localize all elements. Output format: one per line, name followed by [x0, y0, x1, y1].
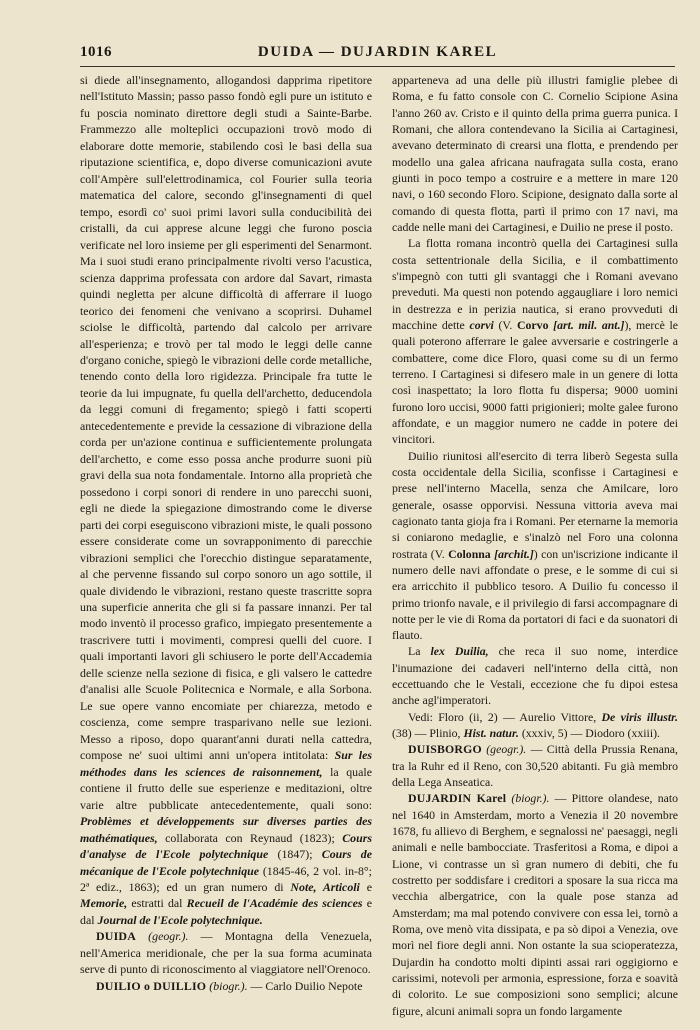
- cross-reference: Colonna: [448, 546, 491, 561]
- entry-duida: [80, 928, 372, 977]
- work-title: Journal de l'Ecole polytechnique.: [97, 912, 263, 927]
- cross-reference-category: [art. mil. ant.]: [553, 317, 625, 332]
- body-text: e dal: [80, 896, 372, 927]
- work-title: Recueil de l'Académie des sciences: [186, 896, 363, 911]
- body-text: che reca il suo nome, interdice l'inumazione dei cadaveri nell'interno della città, non eccettuando che le Vestali, eccezione che fu dipoi estesa anche agl'imperatori.: [392, 644, 678, 708]
- lex-duilia-paragraph: [392, 643, 678, 708]
- naval-battle-paragraph: [392, 235, 678, 447]
- work-title: Hist. natur.: [463, 726, 519, 741]
- entry-duisborgo: [392, 741, 678, 790]
- work-title: Cours de mécanique de l'Ecole polytechnique: [80, 847, 372, 878]
- entry-headword: DUJARDIN Karel: [408, 791, 507, 806]
- body-text: e: [366, 879, 372, 894]
- work-title: Note, Articoli: [290, 879, 360, 894]
- entry-duilio: [80, 978, 372, 994]
- segesta-paragraph: [392, 448, 678, 644]
- body-text: estratti dal: [131, 896, 183, 911]
- body-text: ), mercè le quali poterono afferrare le galee avversarie e costringerle a combattere, come dice Floro, quasi come su di un fermo terreno. I Cartaginesi si difesero male in un genere di lotta così inaspettato; la loro flotta fu dispersa; 9000 uomini furono loro uccisi, 9000 fatti prigionieri; molte galee furono affondate, e un maggior numero ne cadde in potere dei vincitori.: [392, 317, 679, 447]
- body-text: Duilio riunitosi all'esercito di terra liberò Segesta sulla costa occidentale della Sicilia, sconfisse i Cartaginesi e prese nell'interno Macella, senza che Amilcare, loro generale, osasse opporvisi. Nessuna vittoria aveva mai cagionato tanta gioja fra i Romani. Per eternarne la memoria si coniarono medaglie, e s'inalzò nel Foro una colonna rostrata (V.: [392, 448, 678, 561]
- entry-headword: DUISBORGO: [408, 742, 482, 757]
- entry-dujardin: [392, 790, 678, 1019]
- cross-reference: Corvo: [517, 317, 549, 332]
- work-title: Memorie,: [80, 896, 128, 911]
- work-title: Problèmes et développements sur diverses parties des mathématiques,: [80, 814, 372, 845]
- page-header: [80, 44, 675, 66]
- entry-text: — Pittore olandese, nato nel 1640 in Amsterdam, morto a Venezia il 20 novembre 1678, fu allievo di Berghem, e segnalossi ne' paesaggi, negli animali e nelle bambocciate. Trasferitosi a Roma, e dipoi a Lione, vi contrasse un sì gran numero di debiti, che fu costretto per soddisfare i creditori a sposare la sua ricca ma vecchia albergatrice, con la quale pose stanza ad Amsterdam; ma mal potendo convivere con essa lei, tornò a Roma, ove menò vita dissipata, e pa sò dipoi a Venezia, ove morì nel fiore degli anni. Non ostante la sua scioperatezza, Dujardin ha condotto molti dipinti assai rari oggigiorno e carissimi, notevoli per armonia, espressione, forza e soavità di colorito. Le sue composizioni sono semplici; alcune figure, alcuni animali sopra un fondo largamente: [392, 791, 679, 1018]
- body-text: (xxxiv, 5) — Diodoro (xxiii).: [521, 726, 660, 741]
- right-column: [392, 72, 678, 1019]
- cross-reference-category: [archit.]: [494, 546, 534, 561]
- body-text: (1847);: [277, 847, 313, 862]
- body-text: La: [408, 644, 421, 659]
- header-rule: [80, 66, 675, 67]
- entry-text: — Montagna della Venezuela, nell'America meridionale, che per la sua forma acuminata serve di punto di riconoscimento al viaggiatore nell'Orenoco.: [80, 929, 372, 977]
- work-title: Cours d'analyse de l'Ecole polytechnique: [80, 830, 372, 862]
- entry-text: — Città della Prussia Renana, tra la Ruhr ed il Reno, con 30,520 abitanti. Fu già membro della Lega Anseatica.: [392, 742, 678, 790]
- duhamel-paragraph: [80, 72, 372, 928]
- entry-category: (biogr.).: [511, 791, 550, 806]
- body-text: collaborata con Reynaud (1823);: [165, 830, 335, 845]
- italic-term: corvi: [469, 317, 494, 332]
- entry-category: (geogr.).: [148, 929, 189, 944]
- body-text: la quale contiene il frutto delle sue esperienze e meditazioni, oltre varie altre pubblicate antecedentemente, quali sono:: [80, 764, 372, 812]
- body-text: (V.: [498, 317, 513, 332]
- entry-headword: DUILIO o DUILLIO: [96, 978, 207, 993]
- body-text: si diede all'insegnamento, allogandosi dapprima ripetitore nell'Istituto Massin; passo passo fondò egli pure un istituto e fu poscia nominato direttore degli studi a Sainte-Barbe. Frammezzo alle molteplici occupazioni trovò modo di elaborare dotte memorie, stabilendo così le basi della sua riputazione scientifica, e, dopo diverse comunicazioni avute coll'Ampère sull'elettrodinamica, col Fourier sulla teoria matematica del calore, secondo gl'insegnamenti di quel tempo, esordì co' suoi primi lavori sulla conducibilità dei cristalli, da cui apprese alcune leggi che furono poscia verificate nel loro insieme per gli esperimenti del Senarmont. Ma i suoi studi erano principalmente rivolti verso l'acustica, scienza dapprima professata con ardore dal Savart, rimasta quindi negletta per alcune difficoltà di afferrare il luogo teorico dei fenomeni che venivano a scoprirsi. Duhamel sciolse le difficoltà, partendo dal calcolo per arrivare all'esperienza; e trovò per tal modo le leggi delle canne d'organo coniche, spiegò le vibrazioni delle corde metalliche, tenendo conto della loro rigidezza. Principale fra tutte le teorie da lui impugnate, fu quella dell'archetto, deducendola da leggi comuni di fregamento; spiegò i fatti scoperti antecedentemente e previde la cessazione di vibrazione della corda per un'azione continua e sufficientemente prolungata dell'archetto, e come esso possa anche produrre suoni più gravi della sua nota fondamentale. Intorno alla proprietà che possedono i corpi sonori di rendere in uno parecchi suoni, egli ne diede la spiegazione dimostrando come le diverse parti dei corpi eseguiscono vibrazioni miste, le quali possono essere considerate come un sovrapponimento di parecchie vibrazioni semplici che l'orecchio distingue separatamente, al che pervenne fissando sul corpo sonoro un ago sottile, il quale dividendo le vibrazioni, restano queste trascritte sopra una superficie annerita che gli si fa passare innanzi. Per tal modo inventò il processo grafico, impiegato presentemente a trascrivere tutti i movimenti, compresi quelli del cuore. I quali importanti lavori gli schiusero le porte dell'Accademia delle scienze nella sezione di fisica, e gli valsero le cattedre d'analisi alle Scuole Politecnica e Normale, e alla Sorbona. Le sue opere vanno encomiate per chiarezza, metodo e coscienza, come sempre trasparivano nelle sue lezioni. Messo a riposo, dopo quarant'anni durati nella cattedra, compose ne' suoi ultimi anni un'opera intitolata:: [80, 73, 372, 763]
- body-text: (1845-46, 2 vol. in-8°; 2ª ediz., 1863); ed un gran numero di: [80, 863, 372, 894]
- italic-term: lex Duilia,: [430, 644, 489, 659]
- entry-category: (biogr.).: [209, 978, 248, 993]
- sources-paragraph: [392, 709, 678, 742]
- work-title: De viris illustr.: [601, 709, 679, 724]
- body-text: Vedi: Floro (ii, 2) — Aurelio Vittore,: [408, 709, 597, 724]
- body-text: La flotta romana incontrò quella dei Cartaginesi sulla costa settentrionale della Sicilia, e il combattimento s'impegnò con tutti gli svantaggi che i Romani avevano preveduti. Ma questi non potendo aggaugliare i loro nemici in destrezza e in perizia nautica, si erano provveduti di macchine dette: [392, 236, 678, 332]
- work-title: Sur les méthodes dans les sciences de raisonnement,: [80, 748, 372, 779]
- body-text: ) con un'iscrizione indicante il numero delle navi affondate o prese, e le somme di cui si era arricchito il pubblico tesoro. A Duilio fu concesso il primo trionfo navale, e il privilegio di farsi accompagnare di notte per le vie di Roma da portatori di faci e da suonatori di flauto.: [392, 546, 678, 643]
- entry-headword: DUIDA: [96, 929, 136, 944]
- entry-text: — Carlo Duilio Nepote: [250, 978, 363, 993]
- running-head: DUIDA — DUJARDIN KAREL: [257, 44, 498, 60]
- left-column: [80, 72, 372, 994]
- body-text: (38) — Plinio,: [392, 726, 461, 741]
- entry-category: (geogr.).: [486, 742, 527, 757]
- duilio-continued: apparteneva ad una delle più illustri famiglie plebee di Roma, e fu fatto console con C. Cornelio Scipione Asina l'anno 260 av. Cristo e il quinto della prima guerra punica. I Romani, che allora contendevano la Sicilia ai Cartaginesi, avevano determinato di crearsi una flotta, e prendendo per modello una galea africana naufragata sulla costa, erano giunti in poco tempo a costruire e a mettere in mare 120 navi, o 160 secondo Floro. Scipione, designato dalla sorte al comando di questa flotta, partì il primo con 17 navi, ma cadde nelle mani dei Cartaginesi, e Duilio ne prese il posto.: [392, 73, 678, 234]
- page-number: 1016: [80, 44, 112, 60]
